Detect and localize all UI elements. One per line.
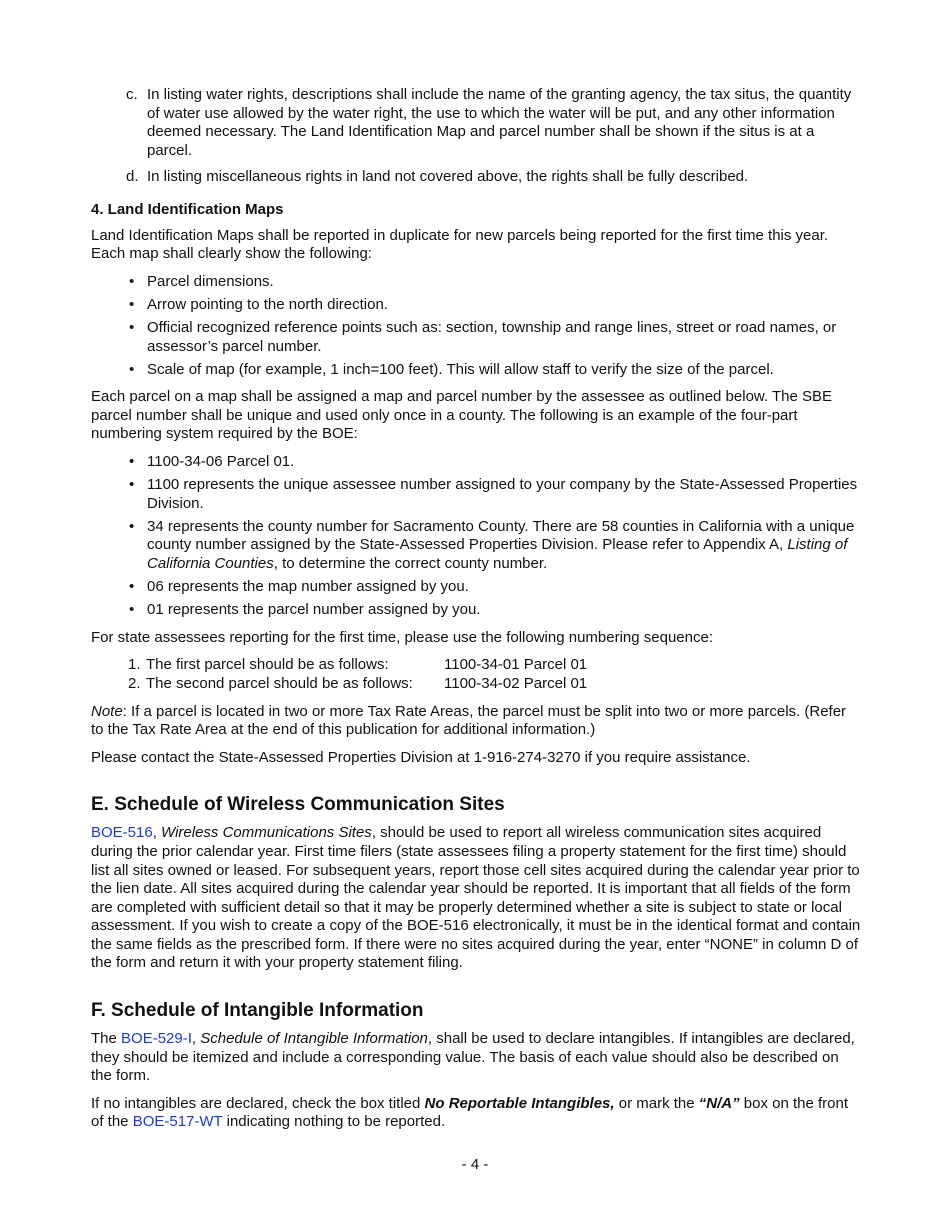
bullet-icon: • [129, 578, 135, 596]
sequence-row: 1. The first parcel should be as follows: 1100-34-01 Parcel 01 [128, 656, 588, 674]
bullet-icon: • [129, 601, 135, 619]
numbering-explanation-list [91, 453, 861, 620]
paragraph: The BOE-529-I, Schedule of Intangible Information, shall be used to declare intangibles. If intangibles are declared, they should be itemized and include a corresponding value. The basis of each value should also be described on the form. [91, 1030, 855, 1085]
note-paragraph: Note: If a parcel is located in two or more Tax Rate Areas, the parcel must be split into two or more parcels. (Refer to the Tax Rate Area at the end of this publication for additional information.) [91, 702, 847, 739]
document-page [91, 86, 861, 1141]
bullet-icon: • [129, 476, 135, 494]
section-heading-f: F. Schedule of Intangible Information [91, 1000, 424, 1022]
list-marker: d. [126, 168, 139, 186]
list-item-misc-rights [91, 168, 861, 187]
paragraph: Land Identification Maps shall be reported in duplicate for new parcels being reported for the first time this year. Each map shall clearly show the following: [91, 226, 829, 263]
list-item: • 06 represents the map number assigned by you. [129, 578, 469, 596]
bullet-icon: • [129, 453, 135, 470]
list-item-text: In listing water rights, descriptions shall include the name of the granting agency, the tax situs, the quantity of water use allowed by the water right, the use to which the water will be put, and any other information deemed necessary. The Land Identification Map and parcel number shall be shown if the situs is at a parcel. [147, 86, 852, 159]
boe-517-wt-link[interactable]: BOE-517-WT [132, 1113, 223, 1131]
lettered-list [91, 86, 861, 187]
list-marker: c. [126, 86, 138, 103]
paragraph: If no intangibles are declared, check the box titled No Reportable Intangibles, or mark the “N/A” box on the front of the BOE-517-WT indicating nothing to be reported. [91, 1094, 849, 1131]
list-item-water-rights [91, 86, 861, 160]
bullet-icon: • [129, 360, 135, 378]
boe-529-i-link[interactable]: BOE-529-I [121, 1030, 192, 1048]
numbering-sequence [91, 656, 861, 693]
list-item-text: In listing miscellaneous rights in land not covered above, the rights shall be fully described. [147, 168, 749, 186]
note-label: Note [91, 702, 123, 720]
sequence-row: 2. The second parcel should be as follows: 1100-34-02 Parcel 01 [128, 674, 588, 692]
section-heading-e: E. Schedule of Wireless Communication Sites [91, 794, 505, 816]
bullet-icon: • [129, 272, 135, 290]
list-item: • 1100 represents the unique assessee number assigned to your company by the State-Assessed Properties Division. [129, 476, 858, 512]
contact-paragraph: Please contact the State-Assessed Properties Division at 1-916-274-3270 if you require assistance. [91, 748, 751, 766]
section-heading-land-maps: 4. Land Identification Maps [91, 200, 284, 218]
bullet-icon: • [129, 318, 135, 336]
list-item: • Scale of map (for example, 1 inch=100 feet). This will allow staff to verify the size of the parcel. [129, 360, 774, 378]
bullet-icon: • [129, 295, 135, 313]
paragraph: BOE-516, Wireless Communications Sites, should be used to report all wireless communication sites acquired during the prior calendar year. First time filers (state assessees filing a property statement for the first time) should list all sites owned or leased. For subsequent years, report those cell sites acquired during the calendar year prior to the lien date. All sites acquired during the calendar year should be reported. It is important that all fields of the form are completed with sufficient detail so that it may be properly determined whether a site is subject to state or local assessment. If you wish to create a copy of the BOE-516 electronically, it must be in the identical format and contain the same fields as the prescribed form. If there were no sites acquired during the year, enter “NONE” in column D of the form and return it with your property statement filing. [91, 824, 861, 972]
list-item: • 34 represents the county number for Sacramento County. There are 58 counties in California with a unique county number assigned by the State-Assessed Properties Division. Please refer to Appendix A, Listing of California Counties, to determine the correct county number. [129, 517, 855, 572]
italic-title: Listing of California Counties [147, 536, 848, 572]
list-item: • Arrow pointing to the north direction. [129, 295, 388, 313]
list-item: • 1100-34-06 Parcel 01. [129, 453, 295, 470]
list-item: • Parcel dimensions. [129, 272, 274, 290]
page-number: - 4 - [461, 1156, 489, 1173]
paragraph: For state assessees reporting for the first time, please use the following numbering sequence: [91, 628, 713, 646]
bullet-icon: • [129, 517, 135, 535]
boe-516-link[interactable]: BOE-516 [91, 824, 153, 842]
paragraph: Each parcel on a map shall be assigned a map and parcel number by the assessee as outlined below. The SBE parcel number shall be unique and used only once in a county. The following is an example of the four-part numbering system required by the BOE: [91, 388, 833, 443]
list-item: • 01 represents the parcel number assigned by you. [129, 601, 481, 619]
list-item: • Official recognized reference points such as: section, township and range lines, street or road names, or assessor’s parcel number. [129, 318, 837, 355]
map-requirements-list [91, 273, 861, 379]
